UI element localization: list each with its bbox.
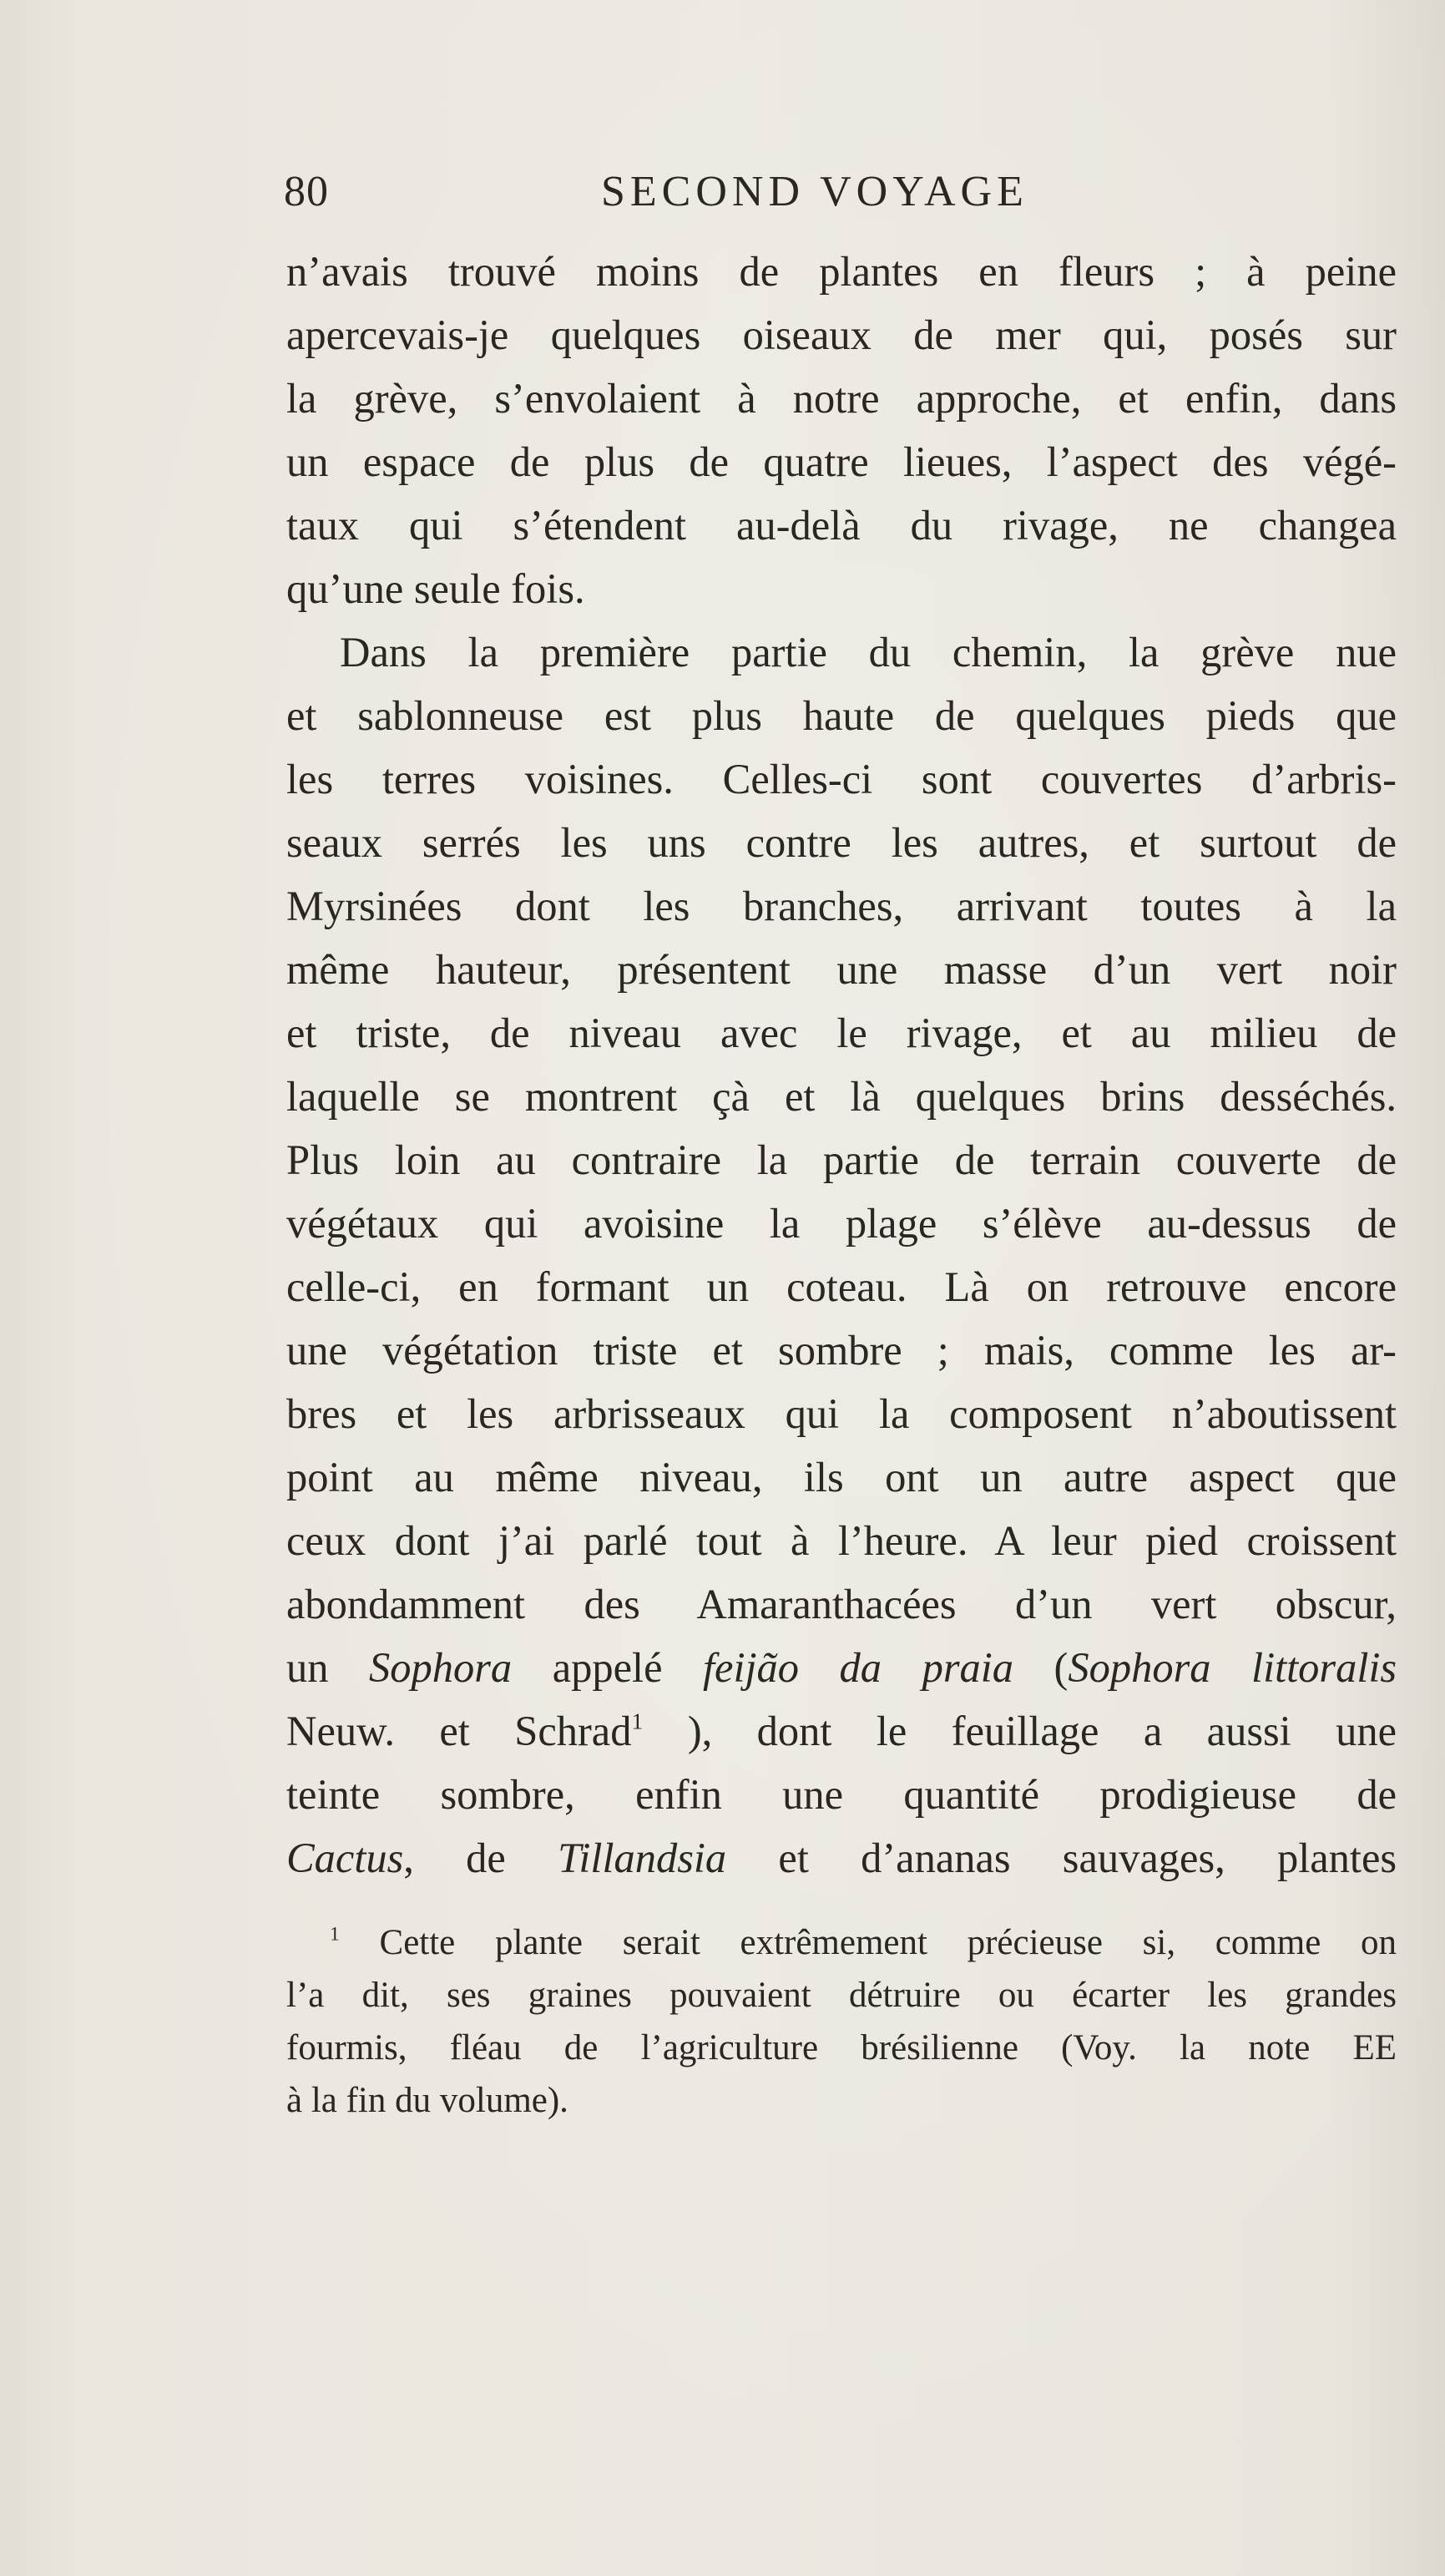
text-line: Dans la première partie du chemin, la grève nue bbox=[340, 629, 1397, 676]
footnote-marker: 1 bbox=[330, 1923, 340, 1946]
text-line: et sablonneuse est plus haute de quelques pieds que bbox=[286, 692, 1397, 739]
footnote-ref: 1 bbox=[631, 1708, 644, 1735]
text-line: qu’une seule fois. bbox=[286, 565, 585, 612]
text-run: Cette plante serait extrêmement précieuse si, comme on bbox=[379, 1923, 1397, 1962]
text-line: végétaux qui avoisine la plage s’élève au-dessus de bbox=[286, 1200, 1397, 1247]
running-head: SECOND VOYAGE bbox=[601, 168, 1028, 215]
text-run: et d’ananas sauvages, plantes bbox=[778, 1835, 1397, 1881]
text-line: n’avais trouvé moins de plantes en fleurs ; à peine bbox=[286, 248, 1397, 295]
text-line: celle-ci, en formant un coteau. Là on retrouve encore bbox=[286, 1263, 1397, 1310]
text-line: Plus loin au contraire la partie de terrain couverte de bbox=[286, 1136, 1397, 1183]
text-line: un espace de plus de quatre lieues, l’aspect des végé- bbox=[286, 438, 1397, 485]
text-line: teinte sombre, enfin une quantité prodigieuse de bbox=[286, 1771, 1397, 1818]
text-run: appelé bbox=[552, 1644, 663, 1691]
text-line: taux qui s’étendent au-delà du rivage, ne changea bbox=[286, 502, 1397, 549]
text-line: bres et les arbrisseaux qui la composent n’aboutissent bbox=[286, 1390, 1397, 1437]
text-run: ( bbox=[1053, 1644, 1069, 1691]
text-line: point au même niveau, ils ont un autre aspect que bbox=[286, 1454, 1397, 1501]
text-line: laquelle se montrent çà et là quelques brins desséchés. bbox=[286, 1073, 1397, 1120]
taxon-name: Cactus bbox=[286, 1835, 404, 1881]
page-header bbox=[284, 167, 1398, 225]
text-line: une végétation triste et sombre ; mais, comme les ar- bbox=[286, 1327, 1397, 1374]
text-line: les terres voisines. Celles-ci sont couvertes d’arbris- bbox=[286, 756, 1397, 802]
text-run: ), dont le feuillage a aussi une bbox=[687, 1708, 1397, 1754]
taxon-name: Tillandsia bbox=[558, 1835, 727, 1881]
text-line: seaux serrés les uns contre les autres, et surtout de bbox=[286, 819, 1397, 866]
text-line bbox=[286, 1826, 1397, 1890]
text-line bbox=[286, 1636, 1397, 1699]
common-name: feijão da praia bbox=[703, 1644, 1014, 1691]
text-line bbox=[286, 1699, 1397, 1763]
text-line: apercevais-je quelques oiseaux de mer qui, posés sur bbox=[286, 311, 1397, 358]
footnote-line: l’a dit, ses graines pouvaient détruire ou écarter les grandes bbox=[286, 1976, 1397, 2015]
text-run: , de bbox=[403, 1835, 506, 1881]
taxon-name: Sophora bbox=[369, 1644, 513, 1691]
footnote-line: fourmis, fléau de l’agriculture brésilienne (Voy. la note EE bbox=[286, 2028, 1397, 2067]
page-number: 80 bbox=[284, 168, 329, 215]
text-run: Neuw. et Schrad bbox=[286, 1708, 632, 1754]
taxon-name: Sophora littoralis bbox=[1068, 1644, 1397, 1691]
text-line: Myrsinées dont les branches, arrivant toutes à la bbox=[286, 883, 1397, 929]
text-line: et triste, de niveau avec le rivage, et au milieu de bbox=[286, 1010, 1397, 1056]
body-text bbox=[286, 240, 1397, 1890]
text-run: un bbox=[286, 1644, 329, 1691]
footnote-line: à la fin du volume). bbox=[286, 2081, 568, 2120]
text-line: abondamment des Amaranthacées d’un vert obscur, bbox=[286, 1581, 1397, 1627]
text-line: ceux dont j’ai parlé tout à l’heure. A leur pied croissent bbox=[286, 1517, 1397, 1564]
footnotes bbox=[286, 1916, 1397, 2127]
footnote-line bbox=[286, 1916, 1397, 1969]
text-line: même hauteur, présentent une masse d’un vert noir bbox=[286, 946, 1397, 993]
text-line: la grève, s’envolaient à notre approche, et enfin, dans bbox=[286, 375, 1397, 422]
